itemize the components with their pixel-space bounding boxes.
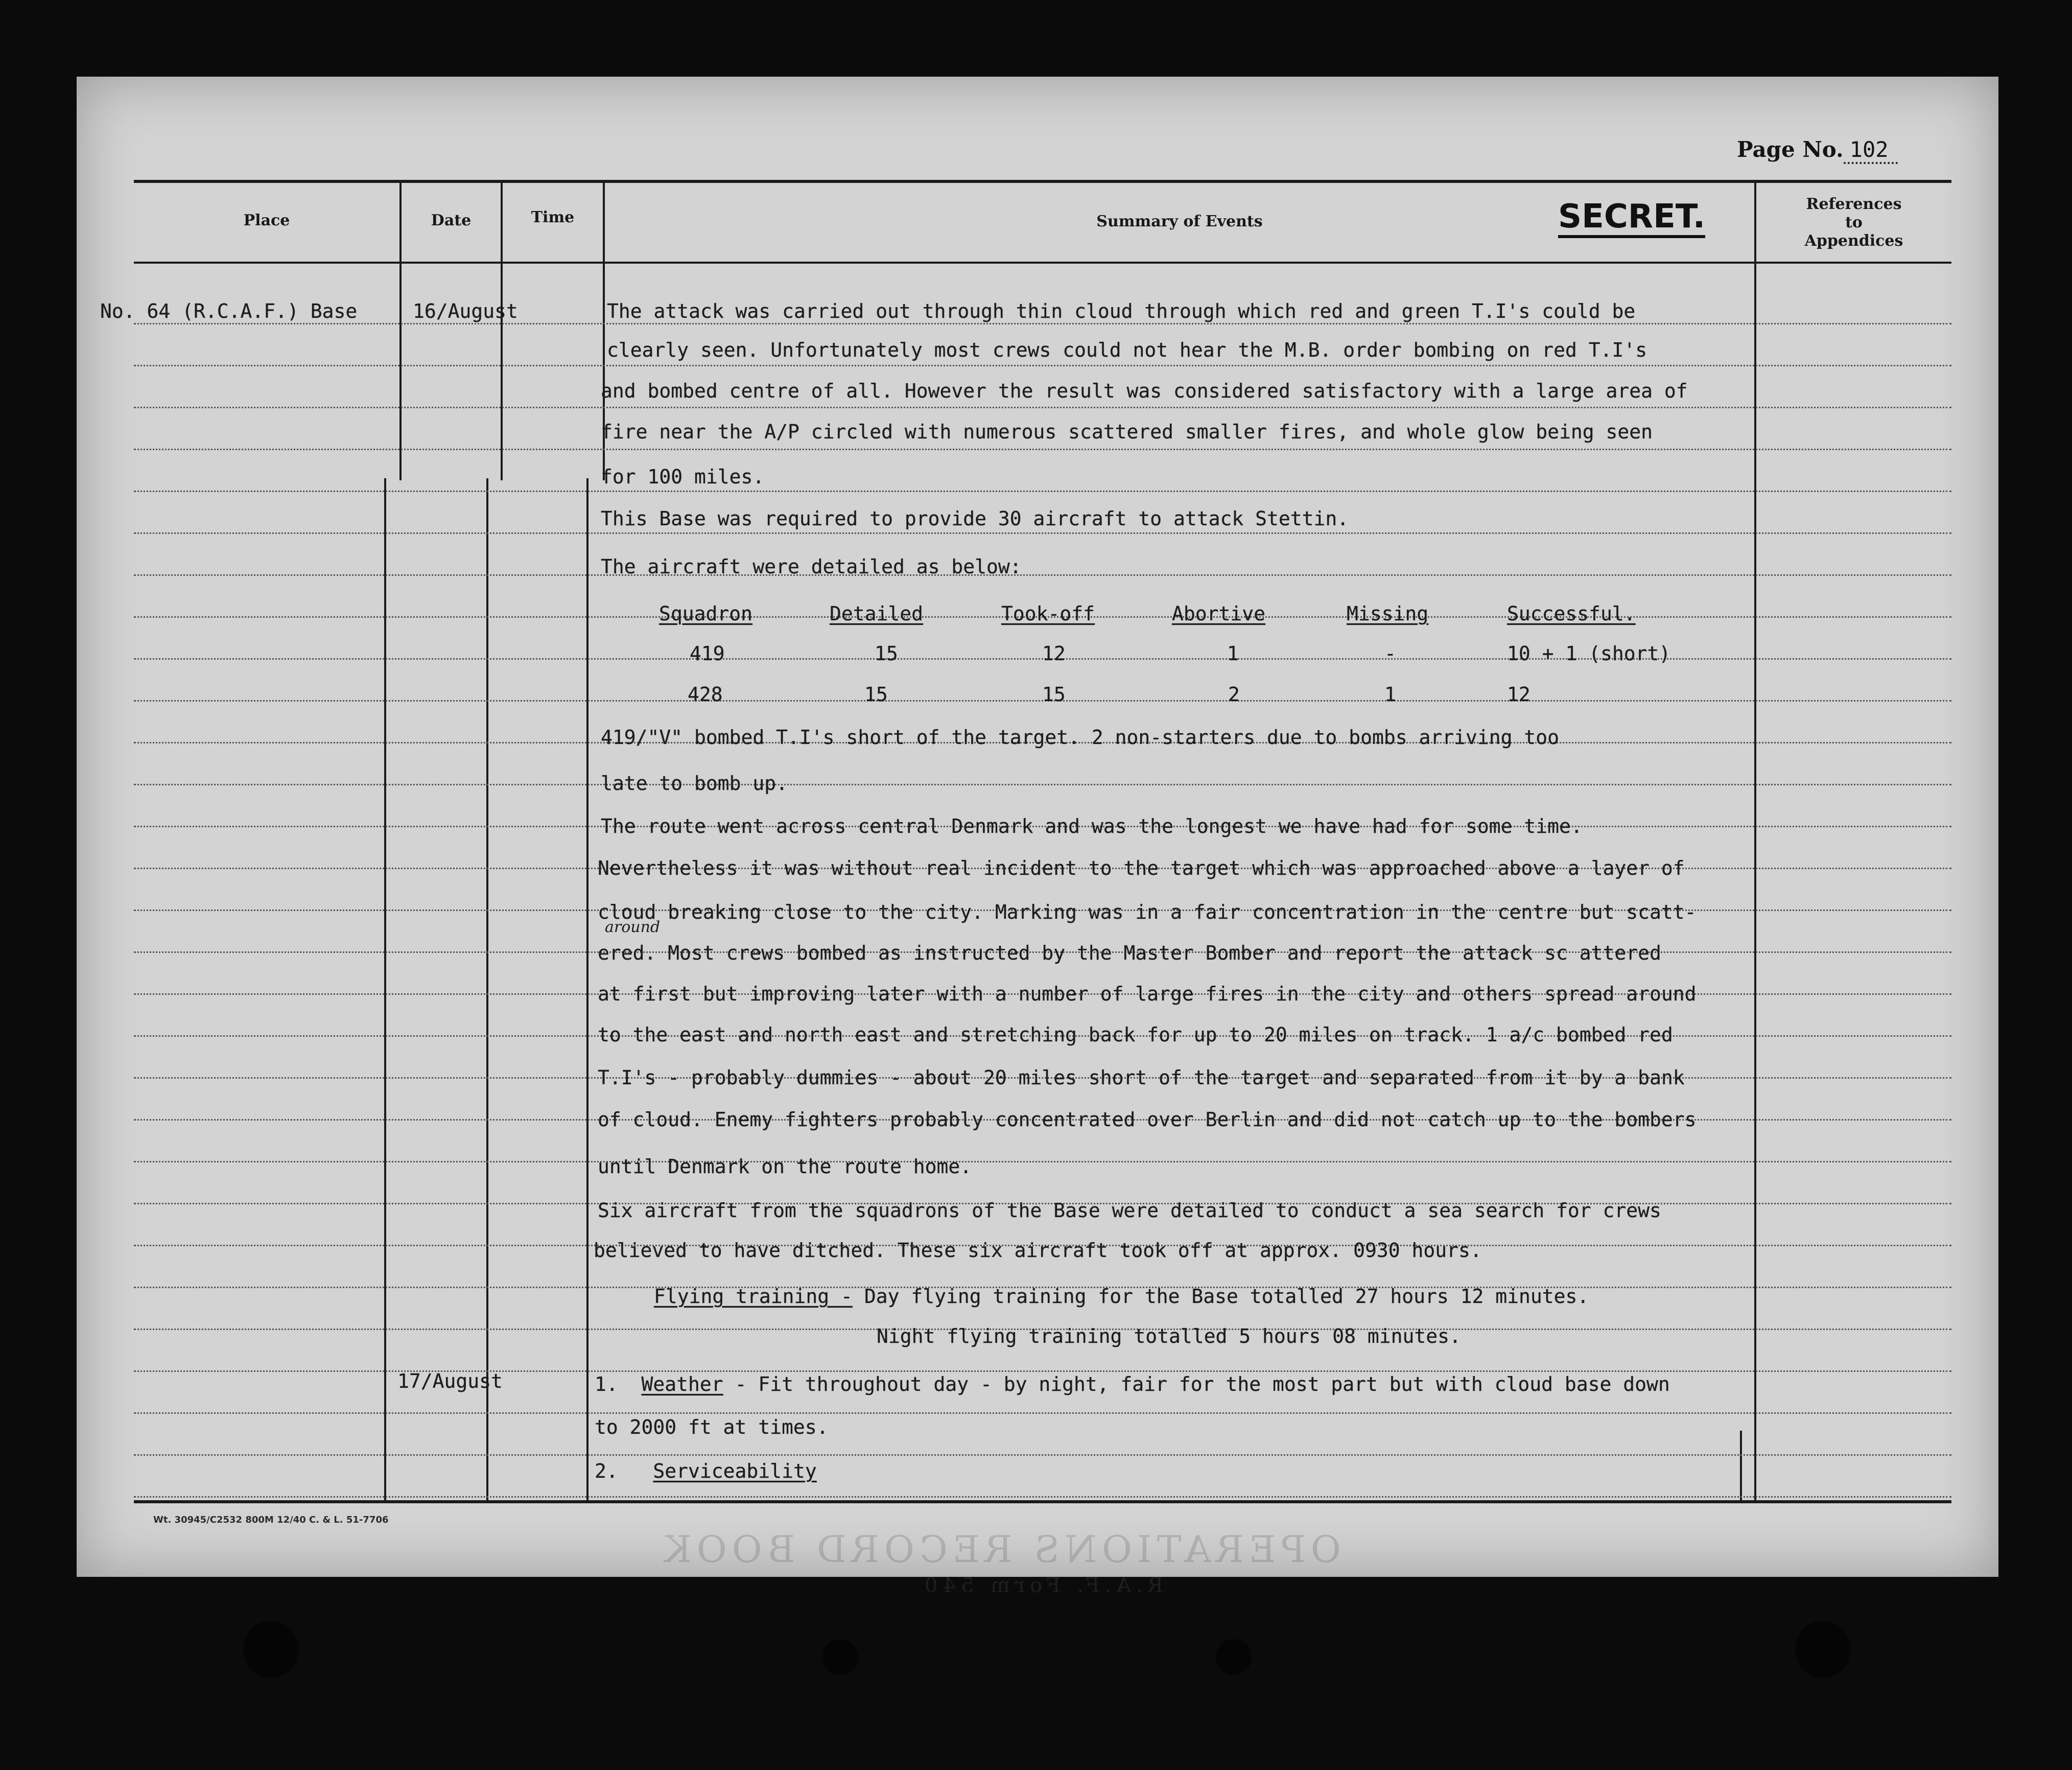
table-header-detailed: Detailed [830,602,924,625]
flying-training-label: Flying training - [654,1285,853,1308]
divider-date-time [501,182,503,480]
summary-line: late to bomb up. [601,772,788,795]
top-border [134,180,1951,183]
summary-line: This Base was required to provide 30 aircraft to attack Stettin. [601,507,1349,530]
summary-line: fire near the A/P circled with numerous scattered smaller fires, and whole glow being seen [601,421,1653,443]
item-2-number: 2. [595,1460,618,1482]
table-header-successful: Successful. [1507,602,1636,625]
page-number-label: Page No. [1737,137,1844,162]
divider-time-summary-lower [586,478,588,1501]
handwritten-insertion: around [605,918,661,936]
summary-line: cloud breaking close to the city. Marking was in a fair concentration in the centre but scatt- [598,901,1697,923]
divider-date-time-lower [486,478,488,1501]
bleed-through-subtitle: R.A.F. Form 540 [920,1574,1164,1597]
page-number [1737,137,1898,164]
summary-line: ered. Most crews bombed as instructed by the Master Bomber and report the attack sc attered [598,942,1661,964]
summary-line: The attack was carried out through thin cloud through which red and green T.I's could be [607,300,1636,322]
date-entry-aug16: 16/August [413,300,518,322]
item-2-label: Serviceability [653,1460,817,1482]
form-print-code: Wt. 30945/C2532 800M 12/40 C. & L. 51-7706 [153,1515,389,1525]
item-2-line [595,1461,817,1481]
item-1-line [595,1375,1670,1394]
ruled-line [134,323,1951,324]
bottom-border [134,1500,1951,1503]
place-entry: No. 64 (R.C.A.F.) Base [100,300,358,322]
summary-line: at first but improving later with a number of large fires in the city and others spread around [598,983,1697,1005]
table-cell: 419 [690,642,725,665]
table-header-abortive: Abortive [1172,602,1266,625]
punch-hole [822,1639,858,1675]
bleed-through-title: OPERATIONS RECORD BOOK [659,1528,1341,1571]
ruled-line [134,1454,1951,1456]
table-cell: 428 [688,683,723,706]
punch-hole [1216,1639,1252,1675]
table-header-took-off: Took-off [1001,602,1095,625]
divider-place-date-lower [384,478,386,1501]
table-cell: 1 [1384,683,1396,706]
table-header-missing: Missing [1347,602,1429,625]
flying-training-day: Day flying training for the Base totalled 27 hours 12 minutes. [852,1285,1589,1308]
header-time: Time [531,208,575,226]
header-date: Date [431,212,472,229]
item-1-number: 1. [595,1373,618,1395]
summary-line: Nevertheless it was without real incident to the target which was approached above a layer of [598,857,1685,879]
header-place: Place [243,212,290,229]
summary-line: to the east and north east and stretching back for up to 20 miles on track. 1 a/c bombed red [598,1023,1673,1046]
item-1-continuation: to 2000 ft at times. [595,1416,829,1438]
table-cell: 1 [1227,642,1239,665]
summary-line: for 100 miles. [601,465,765,488]
divider-summary-refs [1754,182,1756,1501]
table-header-squadron: Squadron [659,602,753,625]
flying-training-line [654,1287,1589,1306]
ruled-line [134,407,1951,408]
ruled-line [134,1496,1951,1498]
date-entry-aug17: 17/August [397,1370,503,1392]
night-flying-training: Night flying training totalled 5 hours 08 minutes. [877,1325,1461,1347]
table-cell: 2 [1228,683,1240,706]
table-cell: 15 [1042,683,1066,706]
table-cell: 15 [864,683,888,706]
divider-summary-refs-lower [1740,1431,1742,1501]
summary-line: believed to have ditched. These six aircraft took off at approx. 0930 hours. [594,1239,1482,1262]
ruled-line [134,784,1951,785]
ruled-line [134,1161,1951,1162]
ruled-line [134,574,1951,576]
header-references: References to Appendices [1804,195,1903,250]
secret-stamp: SECRET. [1558,200,1705,238]
table-cell: 12 [1042,642,1066,665]
summary-line: Six aircraft from the squadrons of the Base were detailed to conduct a sea search for crews [598,1199,1661,1222]
item-1-label: Weather [641,1373,723,1395]
summary-line: 419/"V" bombed T.I's short of the target. 2 non-starters due to bombs arriving too [601,726,1559,749]
summary-line: The route went across central Denmark and was the longest we have had for some time. [601,815,1583,837]
punch-hole [243,1621,298,1678]
table-cell: 15 [875,642,898,665]
item-1-text: - Fit throughout day - by night, fair for the most part but with cloud base down [723,1373,1670,1395]
table-cell: 12 [1507,683,1531,706]
ruled-line [134,491,1951,492]
summary-line: until Denmark on the route home. [598,1155,972,1178]
punch-hole [1795,1621,1850,1678]
ruled-line [134,1412,1951,1414]
summary-line: and bombed centre of all. However the result was considered satisfactory with a large area of [601,380,1688,402]
page-number-value: 102 [1844,137,1898,164]
summary-line: of cloud. Enemy fighters probably concentrated over Berlin and did not catch up to the bombers [598,1108,1697,1131]
table-cell: 10 + 1 (short) [1507,642,1671,665]
ruled-line [134,449,1951,450]
ruled-line [134,365,1951,366]
table-cell: - [1384,642,1396,665]
summary-line: T.I's - probably dummies - about 20 miles short of the target and separated from it by a bank [598,1066,1685,1089]
header-summary: Summary of Events [1096,213,1263,230]
summary-line: The aircraft were detailed as below: [601,555,1022,578]
summary-line: clearly seen. Unfortunately most crews could not hear the M.B. order bombing on red T.I's [607,339,1647,361]
ruled-line [134,532,1951,534]
header-bottom-border [134,262,1951,264]
